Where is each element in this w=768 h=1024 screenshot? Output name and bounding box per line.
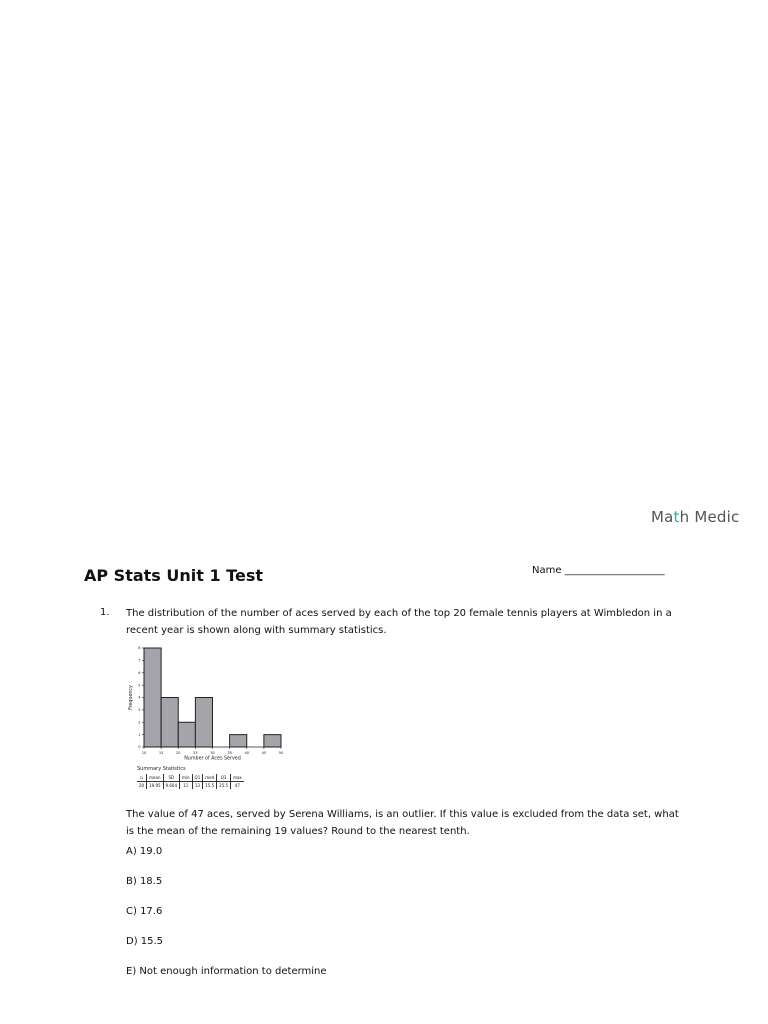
x-axis-label: Number of Aces Served [184, 756, 241, 762]
histogram-chart [126, 642, 296, 766]
summary-value-0: 20 [139, 783, 145, 788]
y-tick-label-8: 8 [138, 646, 141, 651]
summary-value-row [137, 782, 244, 790]
summary-header-6: Q3 [217, 774, 231, 782]
name-field: Name ____________________ [532, 565, 665, 576]
histogram-bar-1 [161, 698, 178, 748]
x-tick-label-2: 20 [175, 751, 181, 755]
summary-header-4: Q1 [192, 774, 203, 782]
question-text: The distribution of the number of aces served by each of the top 20 female tennis players at Wimbledon in a recent year is shown along with summary statistics. [126, 608, 672, 636]
x-tick-label-7: 45 [261, 751, 267, 755]
summary-value-2: 9.604 [163, 782, 179, 790]
y-tick-label-5: 5 [138, 683, 141, 688]
summary-statistics [137, 766, 244, 789]
histogram-bar-3 [195, 698, 212, 748]
question-number: 1. [100, 607, 110, 618]
summary-value-7: 47 [231, 782, 244, 790]
summary-value-3: 11 [180, 782, 193, 790]
summary-header-3: min [180, 774, 193, 782]
question-follow-up: The value of 47 aces, served by Serena Williams, is an outlier. If this value is excluded from the data set, what is the mean of the remaining 19 values? Round to the nearest tenth. [126, 809, 679, 837]
summary-header-2: SD [163, 774, 179, 782]
y-tick-label-4: 4 [138, 695, 141, 700]
x-tick-label-4: 30 [210, 751, 215, 755]
summary-value-6: 25.5 [217, 782, 231, 790]
x-tick-label-0: 10 [141, 751, 147, 755]
x-tick-label-6: 40 [244, 751, 250, 755]
x-tick-label-8: 50 [278, 751, 284, 755]
y-tick-label-3: 3 [138, 708, 141, 713]
answer-choice-e[interactable]: E) Not enough information to determine [126, 966, 327, 977]
x-tick-label-1: 15 [158, 751, 164, 755]
math-medic-logo [651, 508, 739, 526]
summary-header-1: mean [147, 774, 163, 782]
summary-header-row [137, 774, 244, 782]
y-tick-label-7: 7 [138, 658, 141, 663]
summary-value-5: 15.5 [203, 782, 217, 790]
summary-caption: Summary Statistics [137, 766, 186, 772]
x-tick-label-3: 25 [193, 751, 198, 755]
summary-header-5: med [203, 774, 217, 782]
y-tick-label-0: 0 [138, 745, 141, 750]
summary-value-4: 13 [192, 782, 203, 790]
histogram-bar-5 [230, 735, 247, 747]
histogram-bar-2 [178, 722, 195, 747]
summary-header-0: n [137, 774, 147, 782]
answer-choice-a[interactable]: A) 19.0 [126, 846, 163, 857]
histogram-bar-0 [144, 648, 161, 747]
answer-choice-b[interactable]: B) 18.5 [126, 876, 163, 887]
y-tick-label-1: 1 [138, 732, 141, 737]
logo-text: Ma [651, 508, 674, 526]
page-title: AP Stats Unit 1 Test [84, 566, 263, 585]
summary-table [137, 774, 244, 789]
summary-value-1: 19.95 [147, 782, 163, 790]
y-tick-label-2: 2 [138, 720, 141, 725]
histogram-bar-7 [264, 735, 281, 747]
summary-header-7: max [231, 774, 244, 782]
logo-text-end: h Medic [679, 508, 740, 526]
logo-accent: t [673, 508, 680, 526]
y-tick-label-6: 6 [138, 670, 141, 675]
answer-choice-c[interactable]: C) 17.6 [126, 906, 163, 917]
answer-choice-d[interactable]: D) 15.5 [126, 936, 164, 947]
y-axis-label: Frequency [129, 685, 134, 710]
x-tick-label-5: 35 [227, 751, 232, 755]
